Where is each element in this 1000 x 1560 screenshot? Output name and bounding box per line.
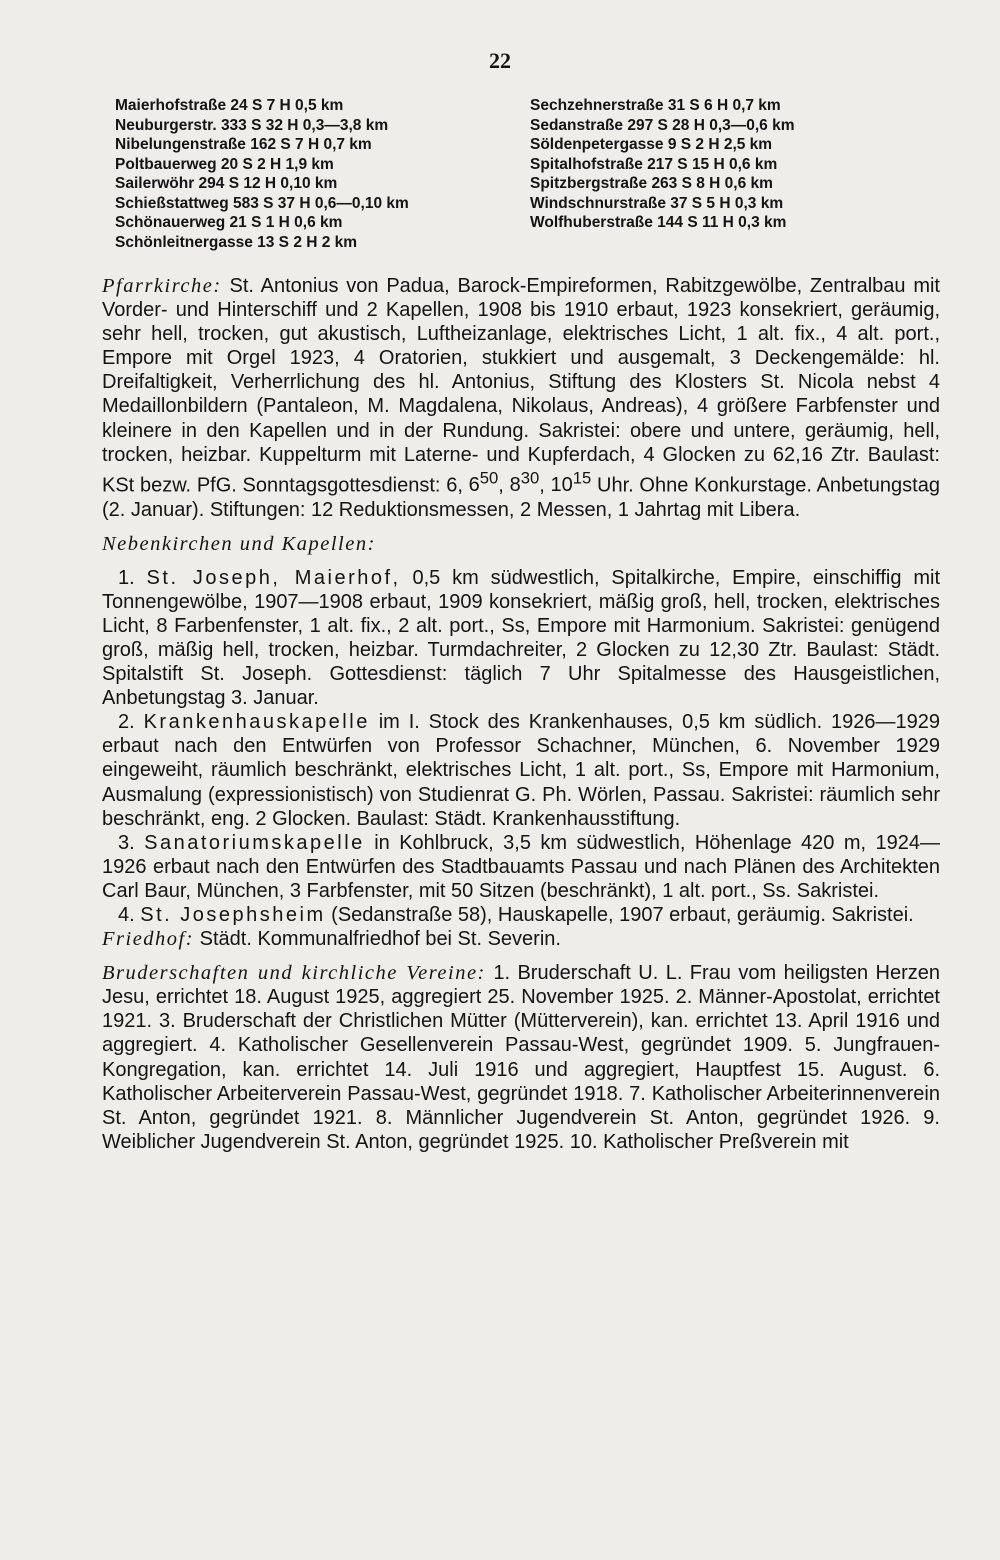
chapel-name: St. Joseph, Maierhof, [146, 566, 401, 589]
street-entry: Schießstattweg 583 S 37 H 0,6—0,10 km [115, 194, 409, 212]
chapel-name: Krankenhauskapelle [143, 711, 370, 734]
friedhof-heading: Friedhof: [102, 928, 195, 951]
street-column-left [115, 96, 515, 252]
chapel-entry: 3. Sanatoriumskapelle in Kohlbruck, 3,5 km südwestlich, Höhenlage 420 m, 1924—1926 erbaut nach den Entwürfen des Stadtbauamts Passau und nach Plänen des Architekten Carl Baur, München, 3 Farbfenster, mit 50 Sitzen (beschränkt), 1 alt. port., Ss. Sakristei. [102, 831, 940, 902]
street-entry: Neuburgerstr. 333 S 32 H 0,3—3,8 km [115, 116, 389, 134]
bruderschaften-heading: Bruderschaften und kirchliche Vereine: [102, 962, 486, 985]
mass-time: $6^{50}$ [468, 468, 499, 497]
bruderschaften-text: 1. Bruderschaft U. L. Frau vom heiligsten Herzen Jesu, errichtet 18. August 1925, aggregiert 25. November 1925. 2. Männer-Apostolat, errichtet 1921. 3. Bruderschaft der Christlichen Mütter (Mütterverein), kan. errichtet 13. April 1916 und aggregiert. 4. Katholischer Gesellenverein Passau-West, gegründet 1909. 5. Jungfrauen-Kongregation, kan. errichtet 14. Juli 1916 und aggregiert, Hauptfest 15. August. 6. Katholischer Arbeiterverein Passau-West, gegründet 1918. 7. Katholischer Arbeiterinnenverein St. Anton, gegründet 1921. 8. Männlicher Jugendverein St. Anton, gegründet 1926. 9. Weiblicher Jugendverein St. Anton, gegründet 1925. 10. Katholischer Preßverein mit [102, 962, 940, 1153]
nebenkirchen-heading-line [102, 532, 940, 556]
street-entry: Schönauerweg 21 S 1 H 0,6 km [115, 214, 343, 231]
street-entry: Wolfhuberstraße 144 S 11 H 0,3 km [530, 214, 787, 231]
street-entry: Söldenpetergasse 9 S 2 H 2,5 km [530, 136, 773, 153]
friedhof-text: Städt. Kommunalfriedhof bei St. Severin. [199, 928, 561, 951]
bruderschaften-paragraph [102, 961, 940, 1154]
mass-time: $10^{15}$ [550, 468, 592, 497]
page-number: 22 [489, 48, 511, 73]
street-entry: Maierhofstraße 24 S 7 H 0,5 km [115, 97, 344, 114]
chapel-entry: 4. St. Josephsheim (Sedanstraße 58), Hauskapelle, 1907 erbaut, geräumig. Sakristei. [118, 904, 914, 926]
chapel-entry: 2. Krankenhauskapelle im I. Stock des Krankenhauses, 0,5 km südlich. 1926—1929 erbaut nach den Entwürfen von Professor Schachner, München, 6. November 1929 eingeweiht, räumlich beschränkt, elektrisches Licht, 1 alt. port., Ss, Empore mit Harmonium, Ausmalung (expressionistisch) von Studienrat G. Ph. Wörlen, Passau. Sakristei: räumlich sehr beschränkt, eng. 2 Glocken. Baulast: Städt. Krankenhausstiftung. [102, 711, 941, 830]
street-entry: Sechzehnerstraße 31 S 6 H 0,7 km [530, 97, 781, 114]
chapel-text: 0,5 km südwestlich, Spitalkirche, Empire, einschiffig mit Tonnengewölbe, 1907—1908 erbaut, 1909 konsekriert, mäßig groß, hell, trocken, elektrisches Licht, 8 Farbenfenster, 1 alt. fix., 2 alt. port., Ss, Empore mit Harmonium. Sakristei: genügend groß, mäßig hell, trocken, heizbar. Turmdachreiter, 2 Glocken zu 12,30 Ztr. Baulast: Städt. Spitalstift St. Joseph. Gottesdienst: täglich 7 Uhr Spitalmesse des Hausgeistlichen, Anbetungstag 3. Januar. [102, 566, 941, 710]
pfarrkirche-heading: Pfarrkirche: [102, 275, 222, 297]
street-entry: Nibelungenstraße 162 S 7 H 0,7 km [115, 136, 372, 153]
street-entry: Spitalhofstraße 217 S 15 H 0,6 km [530, 155, 778, 173]
friedhof-paragraph [102, 927, 940, 951]
pfarrkirche-text-end: Uhr. Ohne Konkurstage. Anbetungstag (2. Januar). Stiftungen: 12 Reduktionsmessen, 2 Messen, 1 Jahrtag mit Libera. [102, 474, 940, 521]
chapel-text: in Kohlbruck, 3,5 km südwestlich, Höhenlage 420 m, 1924—1926 erbaut nach den Entwürfen des Stadtbauamts Passau und nach Plänen des Architekten Carl Baur, München, 3 Farbfenster, mit 50 Sitzen (beschränkt), 1 alt. port., Ss. Sakristei. [102, 831, 940, 902]
nebenkirchen-heading: Nebenkirchen und Kapellen: [102, 532, 376, 555]
pfarrkirche-text: St. Antonius von Padua, Barock-Empireformen, Rabitzgewölbe, Zentralbau mit Vorder- und Hinterschiff und 2 Kapellen, 1908 bis 1910 erbaut, 1923 konsekriert, geräumig, sehr hell, trocken, gut akustisch, Luftheizanlage, elektrisches Licht, 1 alt. fix., 4 alt. port., Empore mit Orgel 1923, 4 Oratorien, stukkiert und ausgemalt, 3 Deckengemälde: hl. Dreifaltigkeit, Verherrlichung des hl. Antonius, Stiftung des Klosters St. Nicola nebst 4 Medaillonbildern (Pantaleon, M. Magdalena, Nikolaus, Andreas), 4 größere Farbfenster und kleinere in den Kapellen und in der Rundung. Sakristei: obere und untere, geräumig, hell, trocken, heizbar. Kuppelturm mit Laterne- und Kupferdach, 4 Glocken zu 62,16 Ztr. Baulast: KSt bezw. PfG. Sonntagsgottesdienst: 6, [102, 275, 940, 497]
street-entry: Sedanstraße 297 S 28 H 0,3—0,6 km [530, 116, 795, 134]
chapel-name: St. Josephsheim [140, 904, 326, 926]
pfarrkirche-paragraph: Pfarrkirche: St. Antonius von Padua, Barock-Empireformen, Rabitzgewölbe, Zentralbau mit Vorder- und Hinterschiff und 2 Kapellen, 1908 bis 1910 erbaut, 1923 konsekriert, geräumig, sehr hell, trocken, gut akustisch, Luftheizanlage, elektrisches Licht, 1 alt. fix., 4 alt. port., Empore mit Orgel 1923, 4 Oratorien, stukkiert und ausgemalt, 3 Deckengemälde: hl. Dreifaltigkeit, Verherrlichung des hl. Antonius, Stiftung des Klosters St. Nicola nebst 4 Medaillonbildern (Pantaleon, M. Magdalena, Nikolaus, Andreas), 4 größere Farbfenster und kleinere in den Kapellen und in der Rundung. Sakristei: obere und untere, geräumig, hell, trocken, heizbar. Kuppelturm mit Laterne- und Kupferdach, 4 Glocken zu 62,16 Ztr. Baulast: KSt bezw. PfG. Sonntagsgottesdienst: 6, $6^{50}$, $8^{30}$, $10^{15}$ Uhr. Ohne Konkurstage. Anbetungstag (2. Januar). Stiftungen: 12 Reduktionsmessen, 2 Messen, 1 Jahrtag mit Libera. [102, 275, 940, 521]
street-entry: Poltbauerweg 20 S 2 H 1,9 km [115, 155, 334, 173]
mass-time: $8^{30}$ [509, 468, 540, 497]
body-text [102, 274, 940, 1154]
street-entry: Sailerwöhr 294 S 12 H 0,10 km [115, 175, 338, 192]
street-list [115, 96, 955, 252]
street-column-right [530, 96, 950, 252]
chapel-text: (Sedanstraße 58), Hauskapelle, 1907 erbaut, geräumig. Sakristei. [331, 904, 914, 926]
chapel-entry: 1. St. Joseph, Maierhof, 0,5 km südwestlich, Spitalkirche, Empire, einschiffig mit Tonnengewölbe, 1907—1908 erbaut, 1909 konsekriert, mäßig groß, hell, trocken, elektrisches Licht, 8 Farbenfenster, 1 alt. fix., 2 alt. port., Ss, Empore mit Harmonium. Sakristei: genügend groß, mäßig hell, trocken, heizbar. Turmdachreiter, 2 Glocken zu 12,30 Ztr. Baulast: Städt. Spitalstift St. Joseph. Gottesdienst: täglich 7 Uhr Spitalmesse des Hausgeistlichen, Anbetungstag 3. Januar. [102, 566, 941, 710]
chapel-name: Sanatoriumskapelle [144, 831, 365, 854]
chapel-text: im I. Stock des Krankenhauses, 0,5 km südlich. 1926—1929 erbaut nach den Entwürfen von Professor Schachner, München, 6. November 1929 eingeweiht, räumlich beschränkt, elektrisches Licht, 1 alt. port., Ss, Empore mit Harmonium, Ausmalung (expressionistisch) von Studienrat G. Ph. Wörlen, Passau. Sakristei: räumlich sehr beschränkt, eng. 2 Glocken. Baulast: Städt. Krankenhausstiftung. [102, 711, 941, 830]
street-entry: Windschnurstraße 37 S 5 H 0,3 km [530, 194, 784, 212]
street-entry: Schönleitnergasse 13 S 2 H 2 km [115, 233, 358, 251]
street-entry: Spitzbergstraße 263 S 8 H 0,6 km [530, 175, 773, 192]
